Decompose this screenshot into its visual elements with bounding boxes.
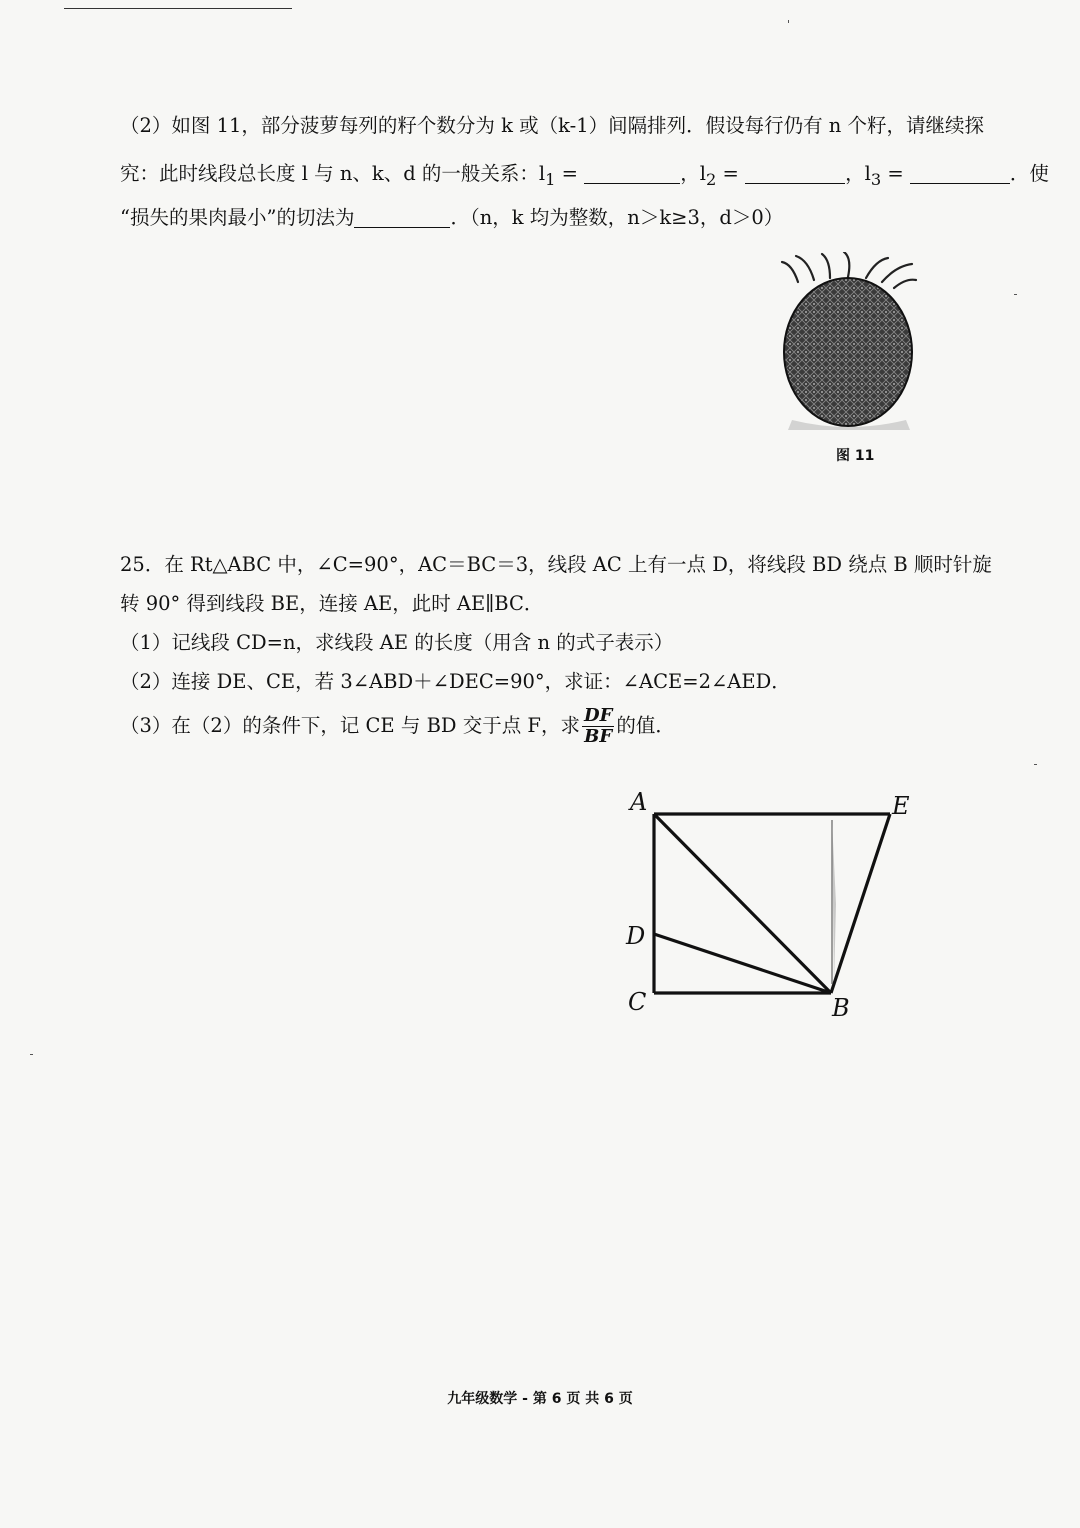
equals-2: = <box>716 162 746 185</box>
pineapple-photo <box>778 252 918 438</box>
scan-speck <box>30 1054 33 1055</box>
label-b: B <box>832 994 850 1022</box>
sub-3: 3 <box>870 169 882 189</box>
label-c: C <box>628 988 647 1016</box>
answer-blank-l2[interactable] <box>745 163 845 184</box>
figure-lines <box>654 814 890 993</box>
segment-db <box>654 934 831 993</box>
scan-speck <box>1034 764 1037 765</box>
label-e: E <box>892 792 910 820</box>
answer-blank-l1[interactable] <box>584 163 680 184</box>
part2-line2-text: 究：此时线段总长度 l 与 n、k、d 的一般关系：l <box>120 162 546 185</box>
label-a: A <box>630 788 648 816</box>
label-d: D <box>626 922 646 950</box>
q25-sub3-text: （3）在（2）的条件下，记 CE 与 BD 交于点 F，求 <box>120 714 580 737</box>
geometry-figure <box>620 784 920 1024</box>
answer-blank-l3[interactable] <box>910 163 1010 184</box>
comma-l2: ，l <box>680 162 706 185</box>
vertex-labels <box>625 788 910 1022</box>
scan-speck <box>788 20 789 23</box>
fraction-numerator: DF <box>583 705 613 726</box>
q25-sub3 <box>120 706 675 747</box>
segment-ab <box>654 814 831 993</box>
q25-sub2: （2）连接 DE、CE，若 3∠ABD＋∠DEC=90°，求证：∠ACE=2∠AED． <box>120 670 791 693</box>
q25-sub3-end: 的值． <box>616 714 675 737</box>
pineapple-body <box>784 278 912 426</box>
q25-line1: 25．在 Rt△ABC 中，∠C=90°，AC＝BC＝3，线段 AC 上有一点 D，将线段 BD 绕点 B 顺时针旋 <box>120 553 992 576</box>
scan-speck <box>1014 294 1017 295</box>
answer-blank-cut-method[interactable] <box>354 207 450 228</box>
fraction-df-bf <box>582 706 614 747</box>
q25-sub1: （1）记线段 CD=n，求线段 AE 的长度（用含 n 的式子表示） <box>120 631 674 654</box>
sub-2: 2 <box>705 169 717 189</box>
part2-line3 <box>120 204 783 232</box>
part2-line2 <box>120 160 1049 194</box>
segment-eb <box>831 814 890 993</box>
top-rule <box>64 8 292 9</box>
part2-line3-text: “损失的果肉最小”的切法为 <box>120 206 355 229</box>
equals-1: = <box>555 162 585 185</box>
part2-line1: （2）如图 11，部分菠萝每列的籽个数分为 k 或（k-1）间隔排列．假设每行仍有 n 个籽，请继续探 <box>120 114 985 137</box>
q25-line2: 转 90° 得到线段 BE，连接 AE，此时 AE∥BC． <box>120 592 544 615</box>
comma-l3: ，l <box>845 162 871 185</box>
equals-3: = <box>881 162 910 185</box>
figure11-caption: 图 11 <box>836 448 875 464</box>
part2-line2-end: ．使 <box>1009 162 1049 185</box>
fraction-denominator: BF <box>584 726 613 747</box>
part2-line3-conditions: ．（n，k 均为整数，n＞k≥3，d＞0） <box>450 206 784 229</box>
sub-1: 1 <box>545 169 556 189</box>
page-footer: 九年级数学 - 第 6 页 共 6 页 <box>447 1391 633 1407</box>
